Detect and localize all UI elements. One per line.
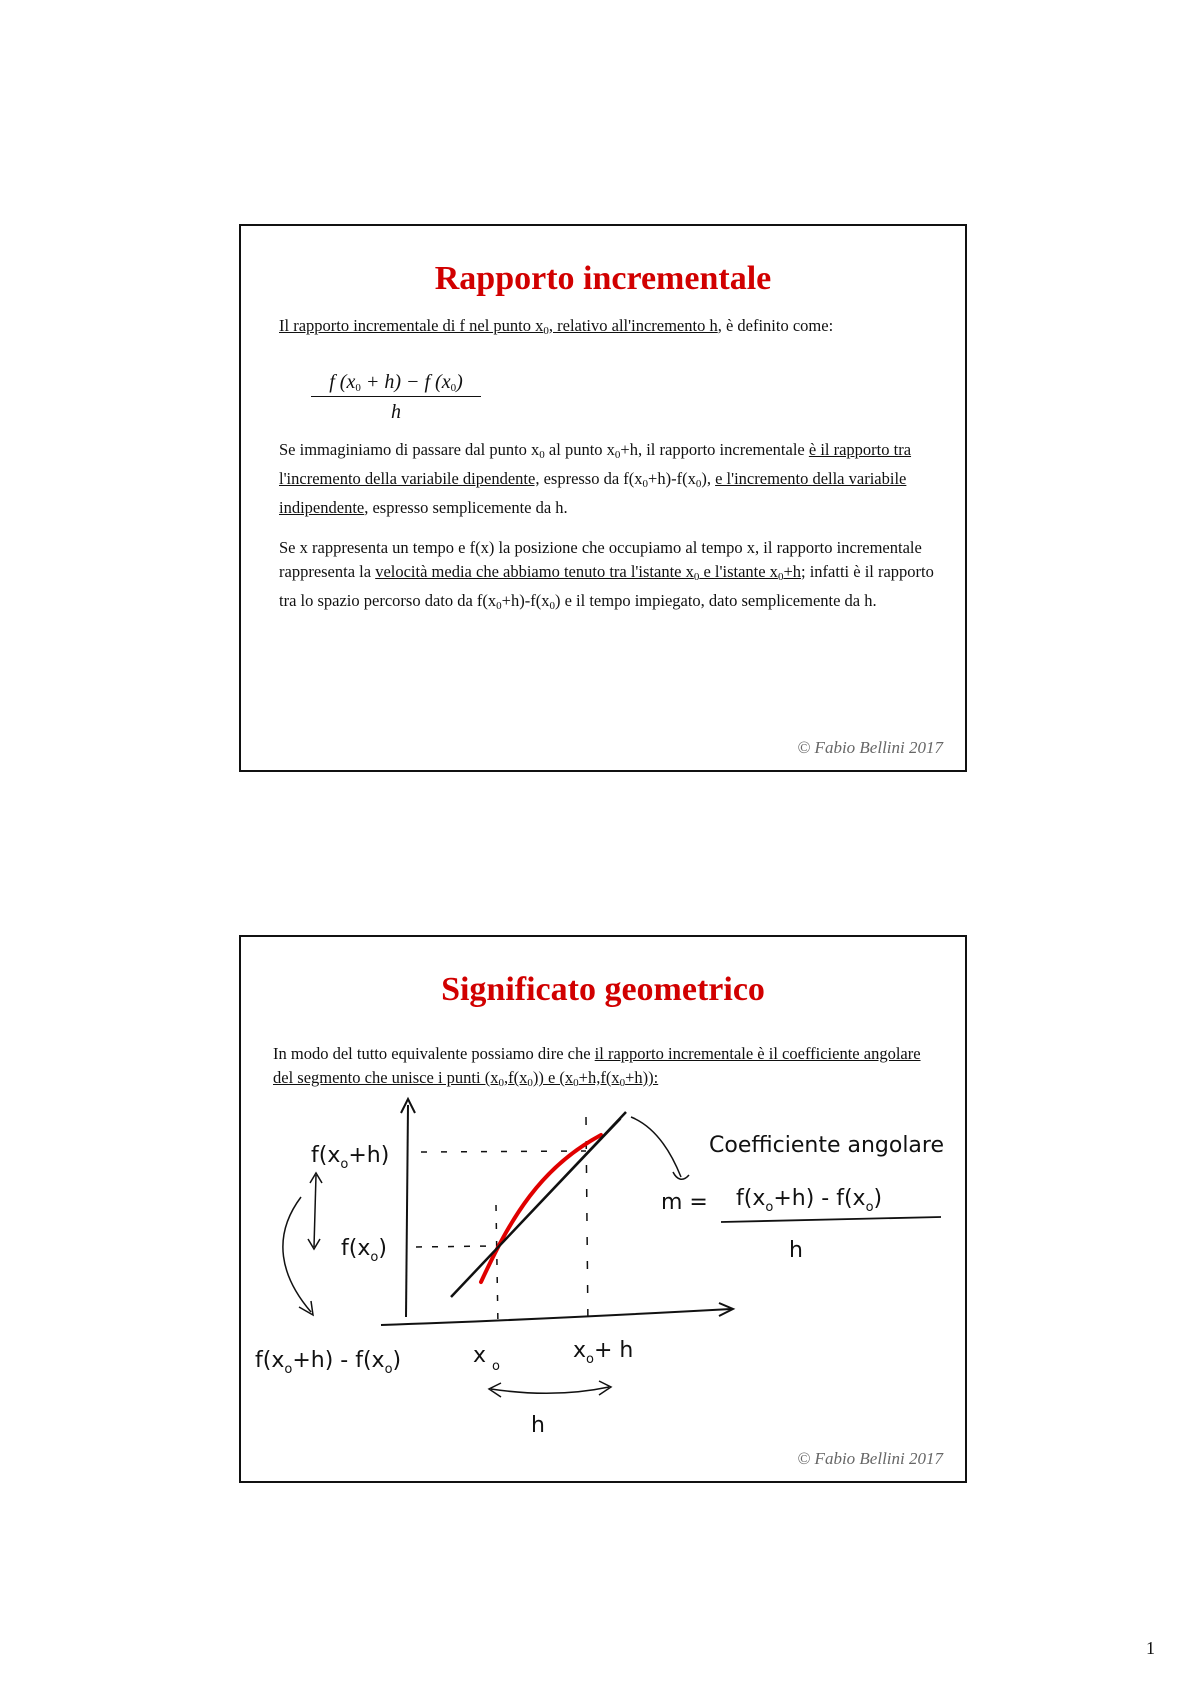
label-x0: x $_o$ [473, 1343, 500, 1374]
m-fraction-bar [721, 1217, 941, 1222]
guide-x0-vertical [496, 1205, 498, 1327]
fdiff-double-arrow [314, 1175, 316, 1247]
pointer-arrow [631, 1117, 681, 1177]
guide-fx0h-horizontal [421, 1151, 586, 1152]
definition-underlined: Il rapporto incrementale di f nel punto $x_0$, relativo all'incremento h [279, 316, 718, 337]
label-x0h: $x_o+ h$ [573, 1338, 634, 1367]
label-h: h [531, 1413, 545, 1438]
slide-rapporto-incrementale [239, 224, 967, 772]
formula-numerator: f $(x_0 + h) - f$ $(x_0)$ [311, 371, 481, 397]
slide-significato-geometrico [239, 935, 967, 1483]
guide-fx0-horizontal [416, 1246, 491, 1247]
label-m-equals: m = [661, 1190, 708, 1215]
x-axis [381, 1309, 731, 1325]
label-coefficiente-angolare: Coefficiente angolare [709, 1133, 945, 1158]
label-fx0: $f(x_o)$ [341, 1236, 387, 1265]
definition-paragraph: Il rapporto incrementale di f nel punto $x_0$, relativo all'incremento h, è definito come: [279, 316, 834, 337]
label-fx0h: $f(x_o+h)$ [311, 1143, 390, 1172]
slide-title: Rapporto incrementale [434, 260, 772, 297]
guide-x0h-vertical [586, 1117, 588, 1329]
h-double-arrow [491, 1387, 609, 1393]
label-m-denominator: h [789, 1238, 803, 1263]
geometric-paragraph: In modo del tutto equivalente possiamo dire che il rapporto incrementale è il coefficiente angolare del segmento che unisce i punti $(x_0,f(x_0))$ e $(x_0+h,f(x_0+h))$: [273, 1044, 921, 1089]
copyright-footer: © Fabio Bellini 2017 [797, 1449, 943, 1468]
slide-title: Significato geometrico [441, 971, 765, 1008]
label-m-numerator: $f(x_o+h) - f(x_o)$ [736, 1186, 883, 1215]
difference-quotient-formula [311, 371, 481, 424]
y-axis [406, 1105, 408, 1317]
secant-line-overstroke [456, 1119, 621, 1292]
velocity-paragraph: Se x rappresenta un tempo e f(x) la posizione che occupiamo al tempo x, il rapporto incrementale rappresenta la velocità media che abbiamo tenuto tra l'istante $x_0$ e l'istante $x_0+h$; infatti è il rapporto tra lo spazio percorso dato da $f(x_0+h)-f(x_0)$ e il tempo impiegato, dato semplicemente da h. [279, 538, 934, 612]
interpretation-paragraph: Se immaginiamo di passare dal punto $x_0$ al punto $x_0+h$, il rapporto incrementale è il rapporto tra l'incremento della variabile dipendente, espresso da $f(x_0+h)-f(x_0)$, e l'incremento della variabile indipendente, espresso semplicemente da h. [279, 440, 912, 517]
copyright-footer: © Fabio Bellini 2017 [797, 738, 943, 757]
label-fdiff: $f(x_o+h) - f(x_o)$ [255, 1348, 402, 1377]
secant-line-sketch [241, 937, 965, 1481]
page-number: 1 [1146, 1638, 1155, 1658]
fdiff-curved-arrow [283, 1197, 311, 1312]
formula-denominator: h [391, 401, 401, 423]
